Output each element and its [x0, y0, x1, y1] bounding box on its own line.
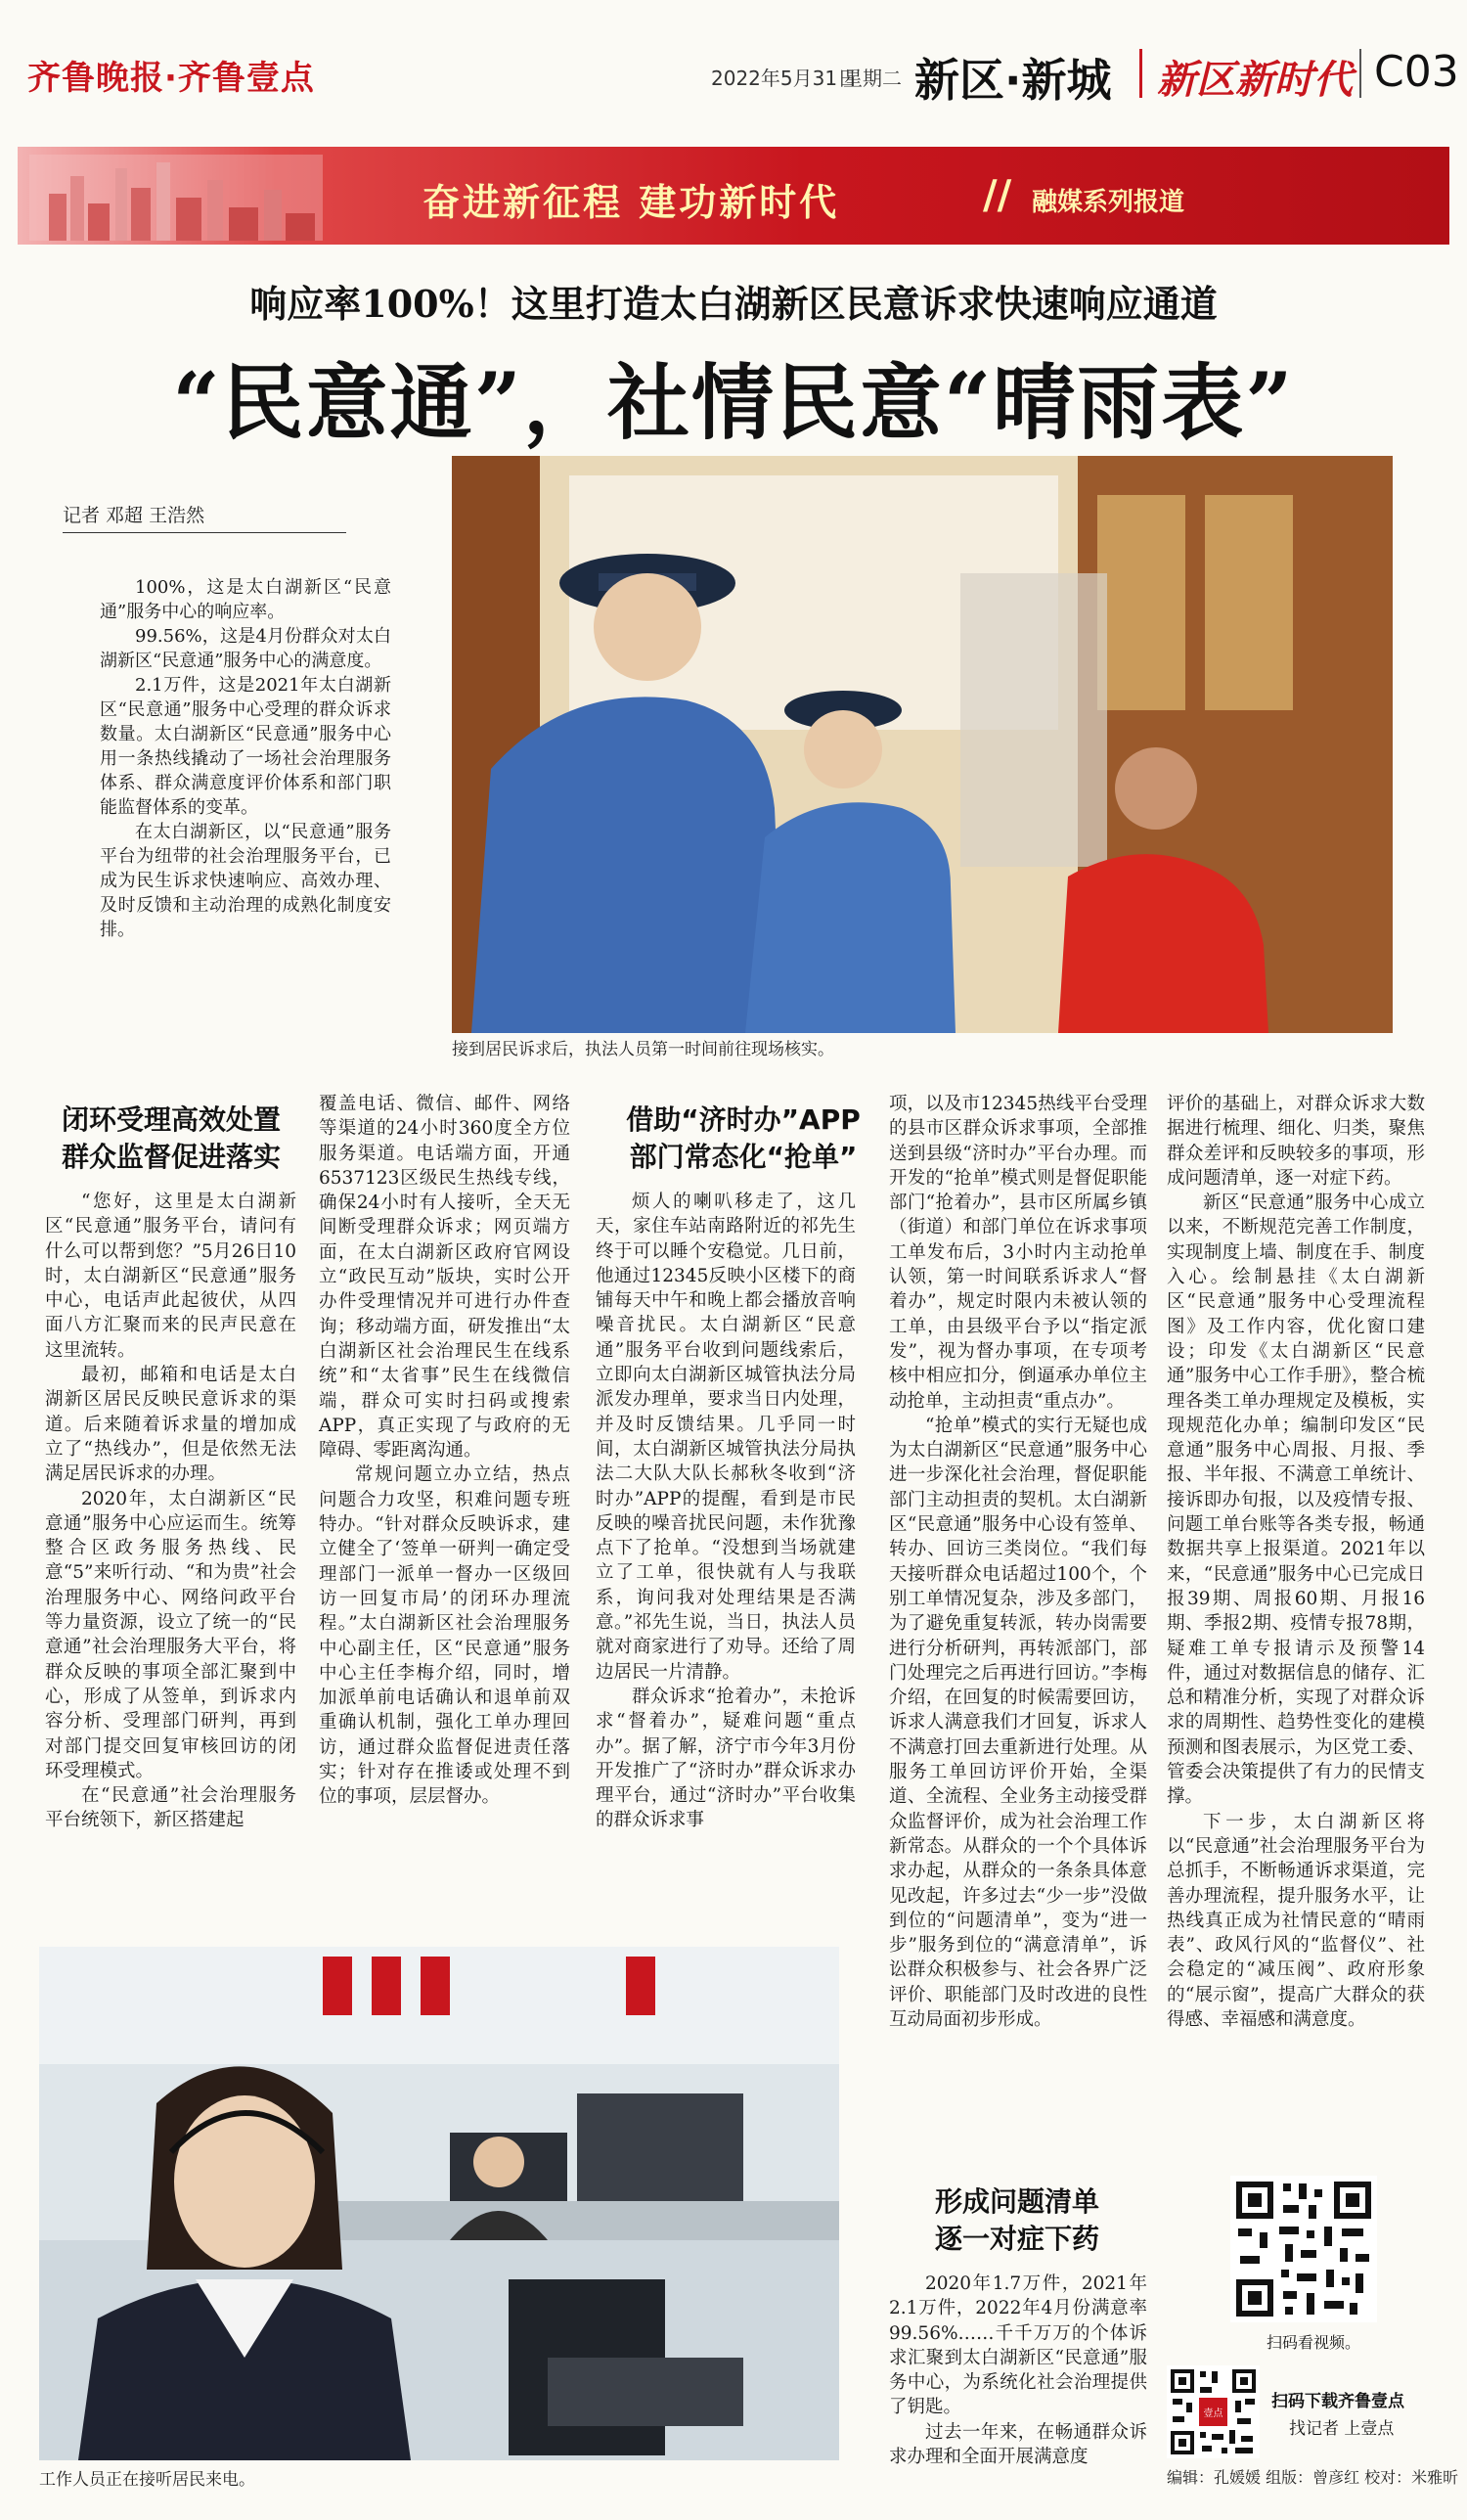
- section1-title: [39, 1102, 303, 1176]
- photo-officers-visit: [452, 456, 1393, 1033]
- section1-title-line: 群众监督促进落实: [61, 1141, 281, 1173]
- body-paragraph: 新区“民意通”服务中心成立以来，不断规范完善工作制度，实现制度上墙、制度在手、制度入心。绘制悬挂《太白湖新区“民意通”服务中心受理流程图》及工作内容，优化窗口建设；印发《太白湖新区“民意通”服务中心工作手册》，整合梳理各类工单办理规定及模板，实现规范化办单；编制印发区“民意通”服务中心周报、月报、季报、半年报、不满意工单统计、接诉即办旬报，以及疫情专报、问题工单台账等各类专报，畅通数据共享上报渠道。2021年以来，“民意通”服务中心已完成日报39期、周报60期、月报16期、季报2期、疫情专报78期，疑难工单专报请示及预警14件，通过对数据信息的储存、汇总和精准分析，实现了对群众诉求的周期性、趋势性变化的建模预测和图表展示，为区党工委、管委会决策提供了有力的民情支撑。: [1167, 1192, 1425, 1808]
- lead-paragraph: 2.1万件，这是2021年太白湖新区“民意通”服务中心受理的群众诉求数量。太白湖新区“民意通”服务中心用一条热线撬动了一场社会治理服务体系、群众满意度评价体系和部门职能监督体系的变革。: [100, 675, 391, 818]
- body-paragraph: 2020年1.7万件，2021年2.1万件，2022年4月份满意率99.56%……千千万万的个体诉求汇聚到太白湖新区“民意通”服务中心，为系统化社会治理提供了钥匙。: [889, 2273, 1147, 2418]
- app-icon-text: 壹点: [1203, 2408, 1223, 2419]
- page-divider: [1359, 49, 1361, 98]
- app-download-label: 扫码下载齐鲁壹点: [1271, 2392, 1404, 2411]
- column-2: [319, 1092, 570, 1810]
- body-paragraph: 覆盖电话、微信、邮件、网络等渠道的24小时360度全方位服务渠道。电话端方面，开通6537123区级民生热线专线，确保24小时有人接听，全天无间断受理群众诉求；网页端方面，在太白湖新区政府官网设立“政民互动”版块，实时公开办件受理情况并可进行办件查询；移动端方面，研发推出“太白湖新区社会治理民生在线系统”和“太省事”民生在线微信端，群众可实时扫码或搜索APP，真正实现了与政府的无障碍、零距离沟通。: [319, 1094, 570, 1462]
- lead-paragraph: 100%，这是太白湖新区“民意通”服务中心的响应率。: [100, 577, 391, 622]
- issue-date: 2022年5月31日: [711, 67, 858, 90]
- body-paragraph: 过去一年来，在畅通群众诉求办理和全面开展满意度: [889, 2421, 1147, 2468]
- banner-slash-icon: //: [983, 172, 1012, 218]
- issue-weekday: 星期二: [843, 67, 902, 90]
- body-paragraph: 烦人的喇叭移走了，这几天，家住车站南路附近的祁先生终于可以睡个安稳觉。几日前，他通过12345反映小区楼下的商铺每天中午和晚上都会播放音响噪音扰民。太白湖新区“民意通”服务平台收到问题线索后，立即向太白湖新区城管执法分局派发办理单，要求当日内处理，并及时反馈结果。几乎同一时间，太白湖新区城管执法分局执法二大队大队长郝秋冬收到“济时办”APP的提醒，看到是市民反映的噪音扰民问题，未作犹豫点下了抢单。“没想到当场就建立了工单，很快就有人与我联系，询问我对处理结果是否满意。”祁先生说，当日，执法人员就对商家进行了劝导。还给了周边居民一片清静。: [596, 1192, 856, 1683]
- page-number: C03: [1374, 47, 1459, 97]
- video-qr-code-icon[interactable]: [1230, 2176, 1377, 2322]
- body-paragraph: “抢单”模式的实行无疑也成为太白湖新区“民意通”服务中心进一步深化社会治理，督促职能部门主动担责的契机。太白湖新区“民意通”服务中心设有签单、转办、回访三类岗位。“我们每天接听群众电话超过100个，个别工单情况复杂，涉及多部门，为了避免重复转派，转办岗需要进行分析研判，再转派部门，部门处理完之后再进行回访。”李梅介绍，在回复的时候需要回访，诉求人满意我们才回复，诉求人不满意打回去重新进行处理。从服务工单回访评价开始，全渠道、全流程、全业务主动接受群众监督评价，成为社会治理工作新常态。从群众的一个个具体诉求办起，从群众的一条条具体意见改起，许多过去“少一步”没做到位的“问题清单”，变为“进一步”服务到位的“满意清单”，诉讼群众积极参与、社会各界广泛评价、职能部门及时改进的良性互动局面初步形成。: [889, 1415, 1147, 2030]
- section-divider: [1139, 49, 1142, 98]
- article-lead: [100, 575, 391, 942]
- officers-photo-illustration: [452, 456, 1393, 1033]
- photo-call-center: [39, 1947, 839, 2460]
- lead-paragraph: 在太白湖新区，以“民意通”服务平台为纽带的社会治理服务平台，已成为民生诉求快速响应、高效办理、及时反馈和主动治理的成熟化制度安排。: [100, 822, 391, 940]
- lead-paragraph: 99.56%，这是4月份群众对太白湖新区“民意通”服务中心的满意度。: [100, 626, 391, 671]
- column-3: [596, 1190, 856, 1833]
- call-center-photo-illustration: [39, 1947, 839, 2460]
- body-paragraph: 下一步，太白湖新区将以“民意通”社会治理服务平台为总抓手，不断畅通诉求渠道，完善办理流程，提升服务水平，让热线真正成为社情民意的“晴雨表”、政风行风的“监督仪”、社会稳定的“减压阀”、政府形象的“展示窗”，提高广大群众的获得感、幸福感和满意度。: [1167, 1811, 1425, 2030]
- column-5: [1167, 1092, 1425, 2032]
- body-paragraph: 项，以及市12345热线平台受理的县市区群众诉求事项，全部推送到县级“济时办”平台办理。而开发的“抢单”模式则是督促职能部门“抢着办”，县市区所属乡镇（街道）和部门单位在诉求事项工单发布后，3小时内主动抢单认领，第一时间联系诉求人“督着办”，规定时限内未被认领的工单，由县级平台予以“指定派发”，视为督办事项，在专项考核中相应扣分，倒逼承办单位主动抢单，主动担责“重点办”。: [889, 1094, 1147, 1412]
- byline-rule: [63, 532, 346, 533]
- column-1: [45, 1190, 296, 1833]
- app-download-qr-icon[interactable]: [1167, 2365, 1260, 2458]
- section2-title-line: 借助“济时办”APP: [626, 1103, 861, 1136]
- body-paragraph: 在“民意通”社会治理服务平台统领下，新区搭建起: [45, 1785, 296, 1831]
- section3-title-line: 形成问题清单: [934, 2185, 1099, 2218]
- column-4: [889, 1092, 1147, 2032]
- body-paragraph: 最初，邮箱和电话是太白湖新区居民反映民意诉求的渠道。后来随着诉求量的增加成立了“热线办”，但是依然无法满足居民诉求的办理。: [45, 1365, 296, 1485]
- article-headline: “民意通”，社情民意“晴雨表”: [172, 354, 1295, 451]
- body-paragraph: 常规问题立办立结，热点问题合力攻坚，积难问题专班特办。“针对群众反映诉求，建立健全了‘签单一研判一确定受理部门一派单一督办一区级回访一回复市局’的闭环办理流程。”太白湖新区社会治理服务中心副主任，区“民意通”服务中心主任李梅介绍，同时，增加派单前电话确认和退单前双重确认机制，强化工单办理回访，通过群众监督促进责任落实；针对存在推诿或处理不到位的事项，层层督办。: [319, 1464, 570, 1808]
- section1-title-line: 闭环受理高效处置: [61, 1103, 281, 1136]
- body-paragraph: “您好，这里是太白湖新区“民意通”服务平台，请问有什么可以帮到您？”5月26日10时，太白湖新区“民意通”服务中心，电话声此起彼伏，从四面八方汇聚而来的民声民意在这里流转。: [45, 1192, 296, 1361]
- photo1-caption: 接到居民诉求后，执法人员第一时间前往现场核实。: [452, 1040, 834, 1059]
- byline: 记者 邓超 王浩然: [63, 505, 205, 526]
- app-tagline: 找记者 上壹点: [1289, 2419, 1395, 2439]
- photo2-caption: 工作人员正在接听居民来电。: [39, 2470, 255, 2490]
- column-4-continued: [889, 2272, 1147, 2469]
- body-paragraph: 群众诉求“抢着办”，未抢诉求“督着办”，疑难问题“重点办”。据了解，济宁市今年3月份开发推广了“济时办”群众诉求办理平台，通过“济时办”平台收集的群众诉求事: [596, 1686, 856, 1831]
- section-title: 新区·新城: [914, 54, 1112, 107]
- section2-title-line: 部门常态化“抢单”: [629, 1141, 858, 1173]
- body-paragraph: 2020年，太白湖新区“民意通”服务中心应运而生。统筹整合区政务服务热线、民意“5”来听行动、“和为贵”社会治理服务中心、网络问政平台等力量资源，设立了统一的“民意通”社会治理服务大平台，将群众反映的事项全部汇聚到中心，形成了从签单，到诉求内容分析、受理部门研判，再到对部门提交回复审核回访的闭环受理模式。: [45, 1488, 296, 1781]
- newspaper-logo: 齐鲁晚报·齐鲁壹点: [27, 59, 315, 98]
- section-brand: 新区新时代: [1157, 57, 1353, 103]
- section3-title: [885, 2183, 1149, 2258]
- body-paragraph: 评价的基础上，对群众诉求大数据进行梳理、细化、归类，聚焦群众差评和反映较多的事项，形成问题清单，逐一对症下药。: [1167, 1094, 1425, 1189]
- section3-title-line: 逐一对症下药: [934, 2223, 1099, 2255]
- banner-subtitle: 融媒系列报道: [1032, 188, 1185, 217]
- video-qr-caption: 扫码看视频。: [1267, 2333, 1361, 2352]
- city-skyline-icon: [29, 155, 323, 241]
- banner-title: 奋进新征程 建功新时代: [422, 181, 840, 224]
- section2-title: [611, 1102, 875, 1176]
- article-subheadline: 响应率100%！这里打造太白湖新区民意诉求快速响应通道: [249, 282, 1218, 326]
- page-credits: 编辑：孔媛媛 组版：曾彦红 校对：米雅昕: [1167, 2468, 1459, 2487]
